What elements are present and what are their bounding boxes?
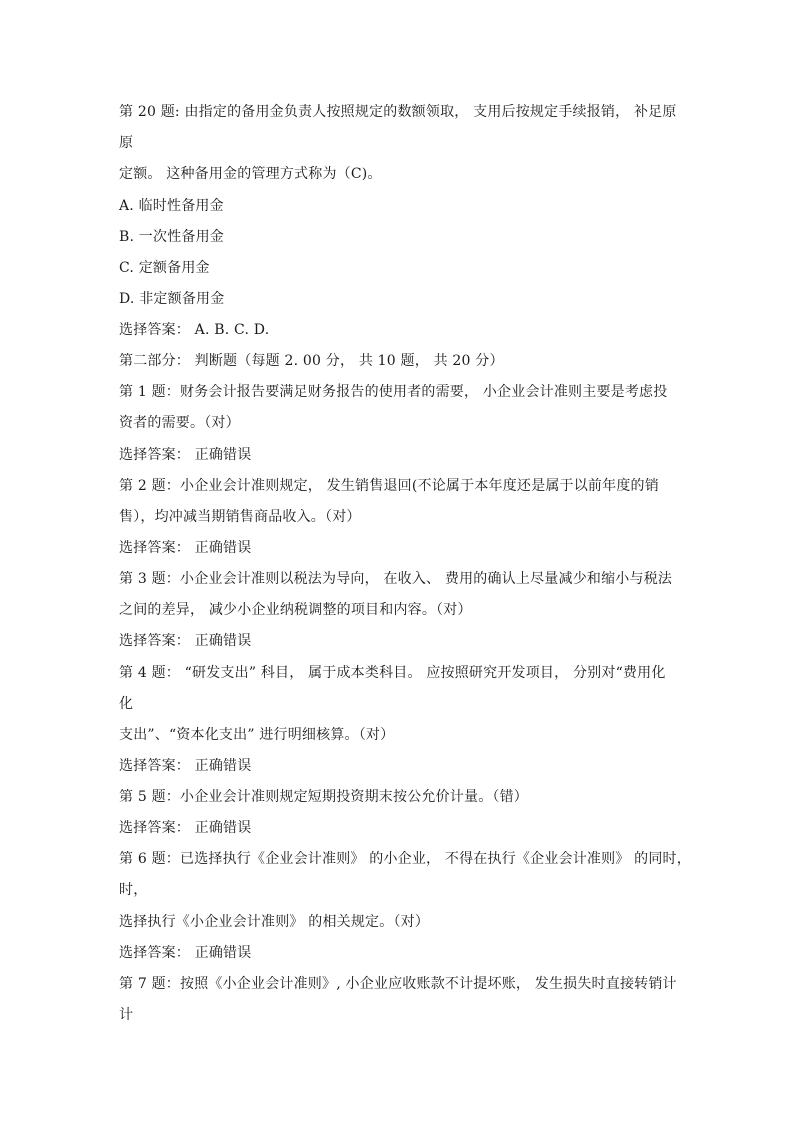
answer-choices-3: 选择答案： 正确错误 [119, 633, 252, 649]
question-3-line-2: 之间的差异， 减少小企业纳税调整的项目和内容。（对） [119, 602, 472, 618]
option-a: A. 临时性备用金 [119, 198, 224, 214]
question-1-line-1: 第 1 题：财务会计报告要满足财务报告的使用者的需要， 小企业会计准则主要是考虑投 [119, 384, 668, 400]
question-4-line-2: 化 [119, 696, 134, 712]
answer-choices-6: 选择答案： 正确错误 [119, 945, 252, 961]
answer-choices-20: 选择答案： A. B. C. D. [119, 322, 270, 338]
option-c: C. 定额备用金 [119, 260, 210, 276]
question-4-line-3: 支出”、“资本化支出” 进行明细核算。（对） [119, 727, 395, 743]
question-20-line-2: 原 [119, 135, 134, 151]
question-7-line-1: 第 7 题：按照《小企业会计准则》, 小企业应收账款不计提坏账， 发生损失时直接转销计 [119, 976, 677, 992]
answer-choices-1: 选择答案： 正确错误 [119, 447, 252, 463]
question-6-line-1: 第 6 题：已选择执行《企业会计准则》 的小企业， 不得在执行《企业会计准则》 的同时， [119, 851, 691, 867]
question-20-line-1: 第 20 题: 由指定的备用金负责人按照规定的数额领取， 支用后按规定手续报销， 补足原 [119, 104, 677, 120]
question-4-line-1: 第 4 题： “研发支出” 科目， 属于成本类科目。 应按照研究开发项目， 分别对“费用化 [119, 665, 666, 681]
question-7-line-2: 计 [119, 1007, 134, 1023]
question-3-line-1: 第 3 题：小企业会计准则以税法为导向， 在收入、 费用的确认上尽量减少和缩小与税法 [119, 571, 673, 587]
question-2-line-1: 第 2 题：小企业会计准则规定， 发生销售退回(不论属于本年度还是属于以前年度的销 [119, 478, 659, 494]
answer-choices-2: 选择答案： 正确错误 [119, 540, 252, 556]
question-5-line-1: 第 5 题：小企业会计准则规定短期投资期末按公允价计量。（错） [119, 789, 529, 805]
option-d: D. 非定额备用金 [119, 291, 225, 307]
section-heading-part-2: 第二部分： 判断题（每题 2. 00 分， 共 10 题， 共 20 分） [119, 353, 504, 369]
question-1-line-2: 资者的需要。（对） [119, 415, 240, 431]
option-b: B. 一次性备用金 [119, 229, 224, 245]
answer-choices-4: 选择答案： 正确错误 [119, 758, 252, 774]
answer-choices-5: 选择答案： 正确错误 [119, 820, 252, 836]
question-2-line-2: 售），均冲减当期销售商品收入。（对） [119, 509, 361, 525]
question-6-line-3: 选择执行《小企业会计准则》 的相关规定。（对） [119, 914, 430, 930]
question-6-line-2: 时， [119, 882, 148, 898]
question-20-line-3: 定额。 这种备用金的管理方式称为（C)。 [119, 166, 382, 182]
